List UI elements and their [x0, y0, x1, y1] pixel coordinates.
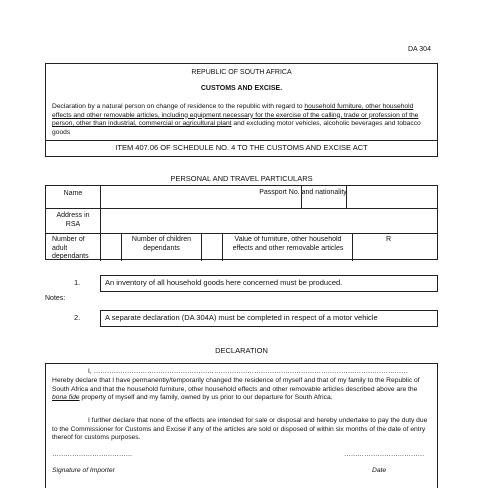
children-field[interactable] [202, 234, 221, 260]
col-divider [121, 233, 122, 261]
header-divider [46, 140, 437, 141]
particulars-table [45, 185, 438, 260]
note-2-box [100, 310, 438, 327]
address-field[interactable] [101, 209, 438, 232]
form-title: CUSTOMS AND EXCISE. [200, 85, 283, 92]
signature-dots[interactable]: ……………………………… [52, 451, 133, 458]
adult-dependants-field[interactable] [101, 234, 120, 260]
declaration-underlined: household furniture, other household effects and other removable articles, including equipment necessary for the exercise of the calling, trade or profession of the person, other than industrial, commercial or agricultural plant [52, 103, 419, 128]
adult-dependants-label: Number of adult dependants [52, 236, 89, 260]
particulars-heading: PERSONAL AND TRAVEL PARTICULARS [170, 174, 313, 183]
value-field[interactable] [394, 234, 438, 260]
col-divider [222, 233, 223, 261]
passport-label: Passport No. and nationality [259, 189, 347, 196]
children-label: Number of children dependants [131, 236, 192, 252]
para1-part-a: Hereby declare that I have permanently/temporarily changed the residence of myself and that of my family to the Republic of South Africa and that the household furniture, other household effects and other removable articles described above are the [52, 377, 420, 393]
declaration-prefix: Declaration by a natural person on change of residence to the republic with regard to [52, 103, 305, 110]
declaration-box [45, 363, 438, 488]
declaration-description [52, 103, 431, 137]
declaration-paragraph-1 [52, 377, 431, 403]
date-dots[interactable]: ……………………………… [344, 451, 425, 458]
note-1-number: 1. [74, 278, 81, 287]
declaration-paragraph-2: I further declare that none of the effects are intended for sale or disposal and hereby undertake to pay the duty due to the Commissioner for Customs and Excise if any of the articles are sold or disposed of within six months of the date of entry thereof for customs purposes. [52, 417, 428, 442]
note-1-box [100, 275, 438, 292]
notes-label: Notes: [45, 295, 66, 302]
col-divider [352, 233, 353, 261]
bona-fide-text: bona fide [52, 394, 80, 402]
address-label: Address in RSA [56, 212, 90, 228]
name-label: Name [63, 190, 83, 197]
value-label: Value of furniture, other household effects and other removable articles [232, 236, 344, 252]
name-field[interactable] [101, 187, 251, 207]
declaration-heading: DECLARATION [215, 346, 268, 355]
country-title: REPUBLIC OF SOUTH AFRICA [191, 69, 292, 76]
date-label: Date [372, 467, 387, 474]
note-2-text: A separate declaration (DA 304A) must be completed in respect of a motor vehicle [105, 313, 378, 322]
header-box [45, 63, 438, 157]
note-1-text: An inventory of all household goods here concerned must be produced. [105, 278, 343, 287]
form-code: DA 304 [408, 46, 431, 53]
para1-part-b: property of myself and my family, owned by us prior to our departure for South Africa. [79, 394, 333, 402]
item-line: ITEM 407.06 OF SCHEDULE NO. 4 TO THE CUSTOMS AND EXCISE ACT [115, 143, 368, 152]
declaration-name-line[interactable]: I, …………………………………………………………………………………………………………………………… [88, 368, 408, 375]
signature-label: Signature of Importer [52, 467, 115, 474]
passport-field[interactable] [347, 187, 438, 207]
declaration-suffix: and excluding motor vehicles, alcoholic beverages and tobacco goods [52, 120, 421, 136]
currency-label: R [386, 236, 392, 243]
note-2-number: 2. [74, 313, 81, 322]
